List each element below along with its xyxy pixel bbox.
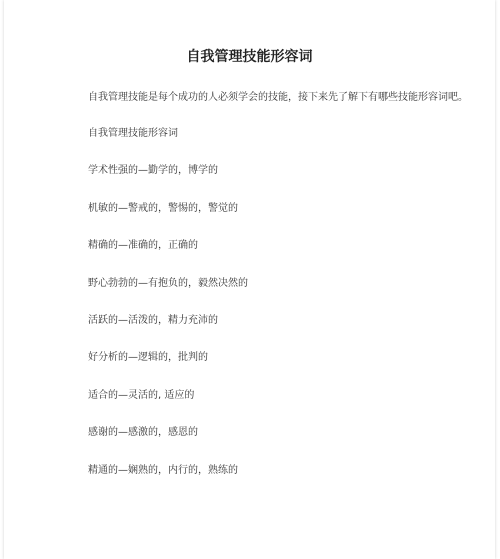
- adjective-list: [88, 126, 248, 500]
- list-item: 好分析的—逻辑的，批判的: [88, 352, 208, 364]
- list-item: 自我管理技能形容词: [88, 128, 178, 139]
- page-title: 自我管理技能形容词: [186, 49, 313, 65]
- list-item: 感谢的—感激的，感恩的: [88, 427, 198, 439]
- list-item: 适合的—灵活的, 适应的: [88, 389, 195, 401]
- intro-paragraph: 自我管理技能是每个成功的人必须学会的技能，接下来先了解下有哪些技能形容词吧。: [88, 92, 468, 103]
- list-item: 活跃的—活泼的，精力充沛的: [88, 314, 218, 326]
- list-item: 精确的—准确的，正确的: [88, 240, 198, 252]
- document-page: [4, 0, 495, 559]
- list-item: 学术性强的—勤学的，博学的: [88, 165, 218, 177]
- list-item: 精通的—娴熟的，内行的，熟练的: [88, 464, 238, 476]
- list-item: 机敏的—警戒的，警惕的，警觉的: [88, 202, 238, 214]
- list-item: 野心勃勃的—有抱负的，毅然决然的: [88, 277, 248, 289]
